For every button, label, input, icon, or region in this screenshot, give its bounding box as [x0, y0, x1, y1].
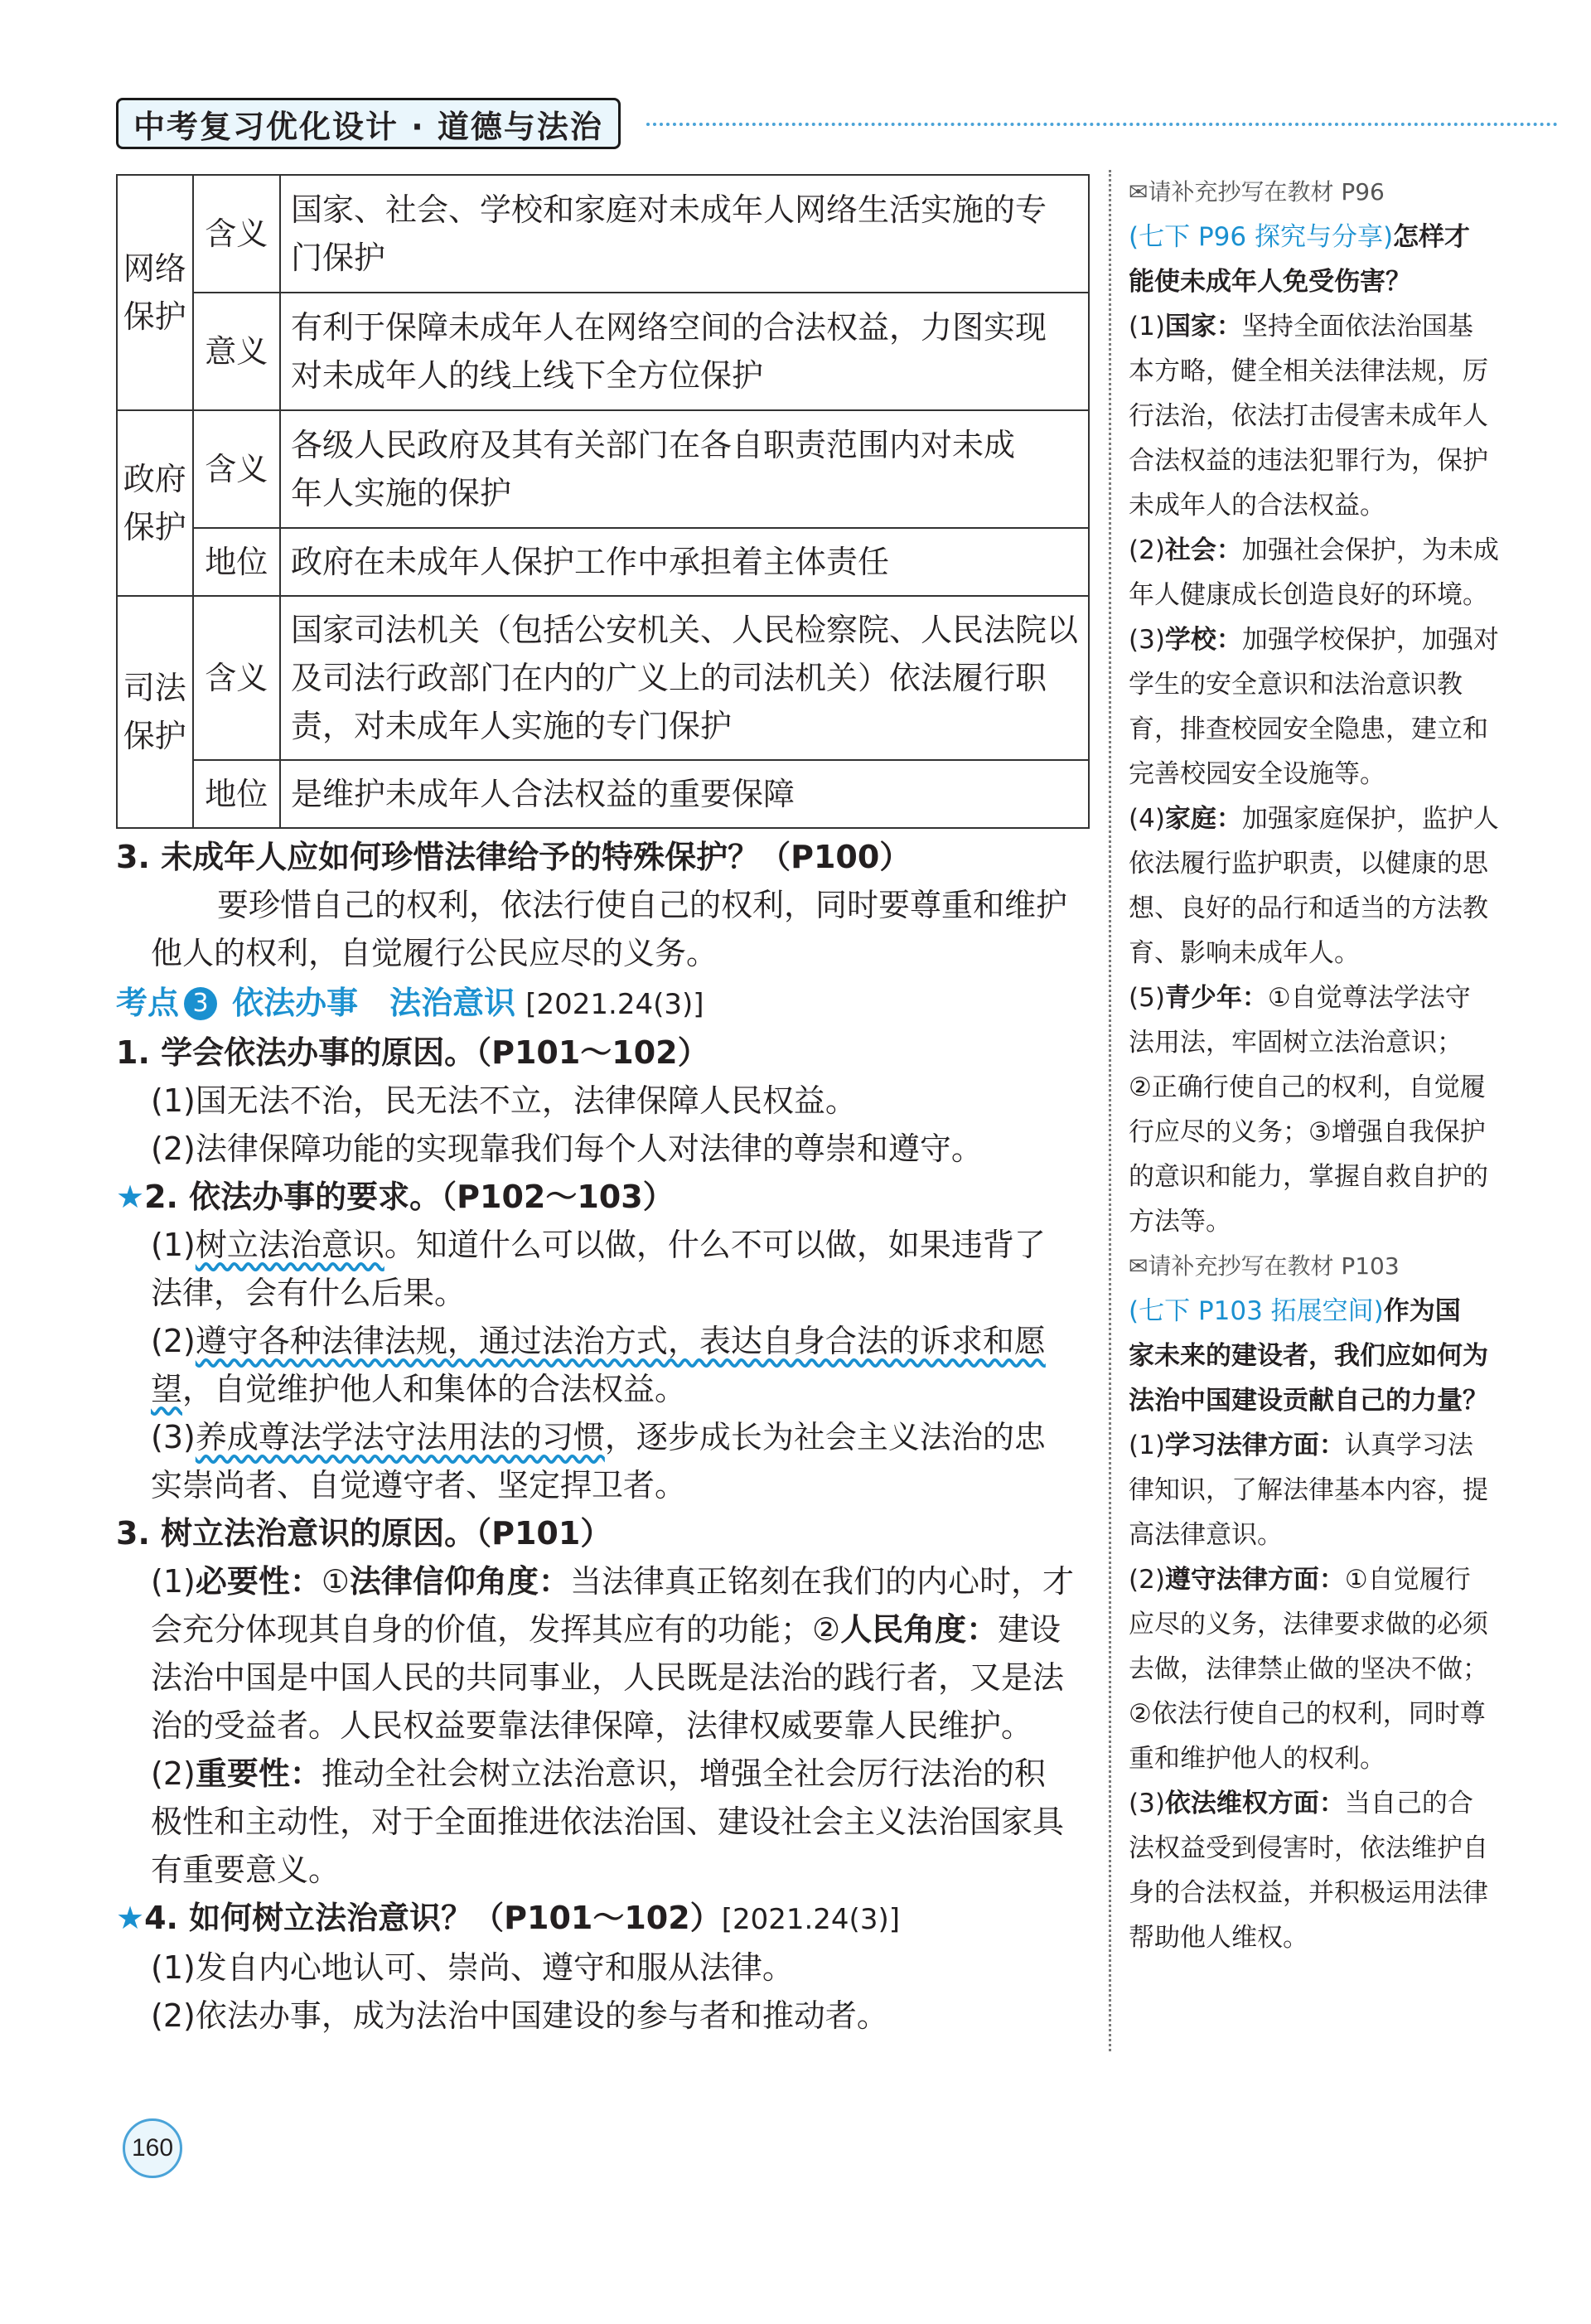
kaodian-ref: [2021.24(3)]: [525, 988, 704, 1021]
row-content: [280, 410, 1089, 528]
answer-block-2: [1129, 1423, 1518, 1960]
content-line: 国家、社会、学校和家庭对未成年人网络生活实施的专: [290, 191, 1047, 228]
answer-line: [1129, 752, 1518, 796]
answer-line: [1129, 483, 1518, 528]
item-text: 推动全社会树立法治意识，增强全社会厉行法治的积: [321, 1755, 1046, 1792]
answer-text: 本方略，健全相关法律法规，厉: [1129, 356, 1488, 386]
page-number: 160: [123, 2118, 182, 2178]
answer-line: [1129, 1513, 1518, 1557]
answer-text: 的意识和能力，掌握自救自护的: [1129, 1162, 1488, 1192]
question-text: 法治中国建设贡献自己的力量？: [1129, 1386, 1488, 1416]
answer-line: [1129, 1736, 1518, 1781]
s3-line: 治的受益者。人民权益要靠法律保障，法律权威要靠人民维护。: [151, 1707, 1033, 1744]
s4-item: (2)依法办事，成为法治中国建设的参与者和推动者。: [151, 1997, 888, 2034]
content-line: 有利于保障未成年人在网络空间的合法权益，力图实现: [290, 309, 1047, 346]
column-divider: [1109, 170, 1111, 2051]
table-row: [117, 293, 1089, 410]
key-term: 学校：: [1164, 625, 1242, 655]
answer-text: (2): [1129, 1565, 1165, 1595]
answer-line: [1129, 394, 1518, 438]
protection-table: [116, 174, 1090, 829]
s2-heading: [116, 1173, 1090, 1221]
s1-title: 1. 学会依法办事的原因。（P101～102）: [116, 1034, 709, 1071]
s1-item: (2)法律保障功能的实现靠我们每个人对法律的尊崇和遵守。: [151, 1131, 983, 1167]
key-term: 依法维权方面：: [1164, 1789, 1345, 1818]
q3-body-line: 要珍惜自己的权利，依法行使自己的权利，同时要尊重和维护: [217, 887, 1068, 923]
item-number: (3): [151, 1419, 196, 1455]
question-ref: (七下 P96 探究与分享): [1129, 222, 1394, 252]
emphasis-text: 养成尊法学法守法用法的习惯: [195, 1419, 605, 1455]
row-content: [280, 760, 1089, 828]
answer-text: 方法等。: [1129, 1207, 1231, 1237]
table-row: [117, 596, 1089, 760]
s2-item-2-cont: [116, 1365, 1090, 1413]
table-row: [117, 528, 1089, 596]
answer-line: [1129, 662, 1518, 707]
answer-text: 认真学习法: [1344, 1431, 1473, 1460]
answer-line: [1129, 1781, 1518, 1826]
q3-body-line: 他人的权利，自觉履行公民应尽的义务。: [151, 935, 718, 971]
category-cell: [117, 596, 193, 828]
row-label: 意义: [193, 293, 280, 410]
sidebar-notes: [1129, 170, 1518, 1960]
answer-text: 未成年人的合法权益。: [1129, 491, 1385, 520]
table-row: [117, 175, 1089, 293]
content-line: 国家司法机关（包括公安机关、人民检察院、人民法院以: [290, 612, 1078, 648]
star-icon: ★: [116, 1900, 145, 1936]
s3-line: [116, 1557, 1090, 1605]
answer-text: 育，排查校园安全隐患，建立和: [1129, 714, 1488, 744]
s3-line: 极性和主动性，对于全面推进依法治国、建设社会主义法治国家具: [151, 1804, 1065, 1840]
content-line: 政府在未成年人保护工作中承担着主体责任: [290, 544, 889, 580]
answer-line: [1129, 1199, 1518, 1244]
answer-text: 律知识，了解法律基本内容，提: [1129, 1475, 1488, 1505]
kaodian-title: 依法办事 法治意识: [232, 985, 516, 1021]
answer-line: [1129, 1423, 1518, 1468]
answer-text: (1): [1129, 312, 1165, 341]
answer-text: 法权益受到侵害时，依法维护自: [1129, 1833, 1488, 1863]
main-column: [116, 833, 1090, 2040]
answer-line: [1129, 1110, 1518, 1155]
answer-text: 应尽的义务，法律要求做的必须: [1129, 1610, 1488, 1639]
row-label: 含义: [193, 175, 280, 293]
answer-text: 坚持全面依法治国基: [1241, 312, 1473, 341]
category-label: 保护: [123, 298, 186, 335]
answer-line: [1129, 1602, 1518, 1647]
emphasis-text: 树立法治意识: [195, 1227, 384, 1263]
content-line: 责，对未成年人实施的专门保护: [290, 708, 732, 744]
answer-text: 行法治，依法打击侵害未成年人: [1129, 401, 1488, 431]
s4-item: (1)发自内心地认可、崇尚、遵守和服从法律。: [151, 1949, 794, 1986]
row-label: 地位: [193, 760, 280, 828]
category-cell: [117, 410, 193, 596]
answer-line: [1129, 304, 1518, 349]
content-line: 年人实施的保护: [290, 475, 511, 511]
answer-text: 加强社会保护，为未成: [1241, 535, 1499, 565]
answer-block-1: [1129, 304, 1518, 1244]
row-label: 含义: [193, 596, 280, 760]
side-question: [1129, 215, 1518, 259]
emphasis-text: 遵守各种法律法规，通过法治方式，表达自身合法的诉求和愿: [195, 1323, 1046, 1359]
answer-text: (1): [1129, 1431, 1165, 1460]
answer-line: [1129, 976, 1518, 1020]
item-text: ，自觉维护他人和集体的合法权益。: [182, 1371, 687, 1407]
row-content: [280, 293, 1089, 410]
answer-text: 想、良好的品行和适当的方法教: [1129, 893, 1488, 923]
answer-text: 加强学校保护，加强对: [1241, 625, 1499, 655]
answer-text: ②依法行使自己的权利，同时尊: [1129, 1699, 1486, 1729]
s4-title: 4. 如何树立法治意识？（P101～102）: [144, 1900, 722, 1936]
answer-line: [1129, 1692, 1518, 1736]
answer-line: [1129, 931, 1518, 976]
question-ref: (七下 P103 拓展空间): [1129, 1296, 1384, 1326]
content-line: 是维护未成年人合法权益的重要保障: [290, 776, 795, 812]
kaodian-number-badge: 3: [184, 987, 217, 1020]
answer-text: 完善校园安全设施等。: [1129, 759, 1385, 789]
category-label: 保护: [123, 509, 186, 545]
answer-text: 重和维护他人的权利。: [1129, 1744, 1385, 1774]
kaodian-heading: [116, 979, 1090, 1029]
answer-line: [1129, 528, 1518, 573]
answer-line: [1129, 1915, 1518, 1960]
content-line: 对未成年人的线上线下全方位保护: [290, 357, 763, 394]
s3-line: 有重要意义。: [151, 1852, 341, 1888]
key-term: 青少年：: [1164, 983, 1268, 1013]
category-label: 保护: [123, 718, 186, 754]
s1-item: (1)国无法不治，民无法不立，法律保障人民权益。: [151, 1082, 857, 1119]
key-term: 人民角度：: [840, 1611, 999, 1648]
row-label: 含义: [193, 410, 280, 528]
answer-line: [1129, 573, 1518, 617]
answer-text: 学生的安全意识和法治意识教: [1129, 670, 1463, 700]
note-label: ✉请补充抄写在教材 P103: [1129, 1252, 1400, 1280]
answer-text: 合法权益的违法犯罪行为，保护: [1129, 446, 1488, 476]
key-term: 社会：: [1164, 535, 1242, 565]
s3-line: [116, 1750, 1090, 1798]
note-label: ✉请补充抄写在教材 P96: [1129, 178, 1385, 206]
answer-line: [1129, 841, 1518, 886]
item-text: 当法律真正铭刻在我们的内心时，才: [569, 1563, 1074, 1600]
answer-line: [1129, 617, 1518, 662]
category-label: 司法: [123, 670, 186, 706]
answer-line: [1129, 1647, 1518, 1692]
answer-line: [1129, 1871, 1518, 1915]
answer-text: ①自觉尊法学法守: [1267, 983, 1471, 1013]
header-dotted-rule: [646, 123, 1558, 126]
s2-item-1-cont: 法律，会有什么后果。: [151, 1275, 467, 1311]
row-content: [280, 528, 1089, 596]
key-term: 家庭：: [1164, 804, 1242, 834]
header-title: 中考复习优化设计 · 道德与法治: [133, 108, 603, 145]
answer-line: [1129, 707, 1518, 752]
question-text: 能使未成年人免受伤害？: [1129, 267, 1411, 297]
kaodian-label: 考点: [116, 985, 180, 1021]
item-text: 建设: [998, 1611, 1061, 1648]
answer-text: 法用法，牢固树立法治意识；: [1129, 1028, 1463, 1058]
answer-text: 依法履行监护职责，以健康的思: [1129, 849, 1488, 879]
s2-item-3: [116, 1413, 1090, 1461]
answer-text: 年人健康成长创造良好的环境。: [1129, 580, 1488, 610]
s2-item-3-cont: 实崇尚者、自觉遵守者、坚定捍卫者。: [151, 1467, 687, 1503]
answer-line: [1129, 438, 1518, 483]
answer-line: [1129, 1065, 1518, 1110]
answer-text: 加强家庭保护，监护人: [1241, 804, 1499, 834]
answer-text: 去做，法律禁止做的坚决不做；: [1129, 1654, 1488, 1684]
item-number: (2): [151, 1755, 196, 1792]
table-row: [117, 760, 1089, 828]
category-label: 政府: [123, 461, 186, 497]
content-line: 门保护: [290, 240, 385, 276]
answer-text: (2): [1129, 535, 1165, 565]
key-term: 国家：: [1164, 312, 1242, 341]
item-text: ，逐步成长为社会主义法治的忠: [604, 1419, 1046, 1455]
answer-text: 当自己的合: [1344, 1789, 1473, 1818]
key-term: 学习法律方面：: [1164, 1431, 1345, 1460]
key-term: 遵守法律方面：: [1164, 1565, 1345, 1595]
key-term: 重要性：: [195, 1755, 322, 1792]
emphasis-text: 望: [151, 1371, 183, 1407]
s4-heading: [116, 1894, 1090, 1944]
answer-line: [1129, 1557, 1518, 1602]
answer-text: 身的合法权益，并积极运用法律: [1129, 1878, 1488, 1908]
content-line: 及司法行政部门在内的广义上的司法机关）依法履行职: [290, 660, 1047, 696]
answer-text: 育、影响未成年人。: [1129, 938, 1360, 968]
answer-text: (3): [1129, 625, 1165, 655]
question-text: 家未来的建设者，我们应如何为: [1129, 1341, 1488, 1371]
row-content: [280, 175, 1089, 293]
s4-ref: [2021.24(3)]: [721, 1903, 900, 1936]
s3-title: 3. 树立法治意识的原因。（P101）: [116, 1515, 612, 1552]
answer-text: 帮助他人维权。: [1129, 1923, 1308, 1953]
category-cell: [117, 175, 193, 410]
s2-title: 2. 依法办事的要求。（P102～103）: [144, 1179, 675, 1215]
answer-text: (4): [1129, 804, 1165, 834]
item-number: (2): [151, 1323, 196, 1359]
item-text: ①: [321, 1563, 350, 1600]
key-term: 必要性：: [195, 1563, 322, 1600]
s3-line: 法治中国是中国人民的共同事业，人民既是法治的践行者，又是法: [151, 1659, 1065, 1696]
s2-item-1: [116, 1221, 1090, 1269]
answer-text: ①自觉履行: [1344, 1565, 1471, 1595]
item-text: 会充分体现其自身的价值，发挥其应有的功能；②: [151, 1611, 841, 1648]
side-question: [1129, 1289, 1518, 1334]
answer-text: 高法律意识。: [1129, 1520, 1283, 1550]
q3-title: 3. 未成年人应如何珍惜法律给予的特殊保护？（P100）: [116, 839, 912, 875]
question-text: 作为国: [1383, 1296, 1461, 1326]
answer-line: [1129, 1155, 1518, 1199]
content-line: 各级人民政府及其有关部门在各自职责范围内对未成: [290, 427, 1015, 463]
question-text: 怎样才: [1393, 222, 1471, 252]
row-content: [280, 596, 1089, 760]
answer-line: [1129, 796, 1518, 841]
answer-text: 行应尽的义务；③增强自我保护: [1129, 1117, 1486, 1147]
s2-item-2: [116, 1317, 1090, 1365]
answer-line: [1129, 1826, 1518, 1871]
answer-text: (5): [1129, 983, 1165, 1013]
header-title-box: [116, 98, 621, 149]
star-icon: ★: [116, 1179, 145, 1215]
answer-line: [1129, 1468, 1518, 1513]
s3-line: [116, 1605, 1090, 1653]
key-term: 法律信仰角度：: [349, 1563, 570, 1600]
header: [116, 98, 1558, 154]
table-row: [117, 410, 1089, 528]
item-number: (1): [151, 1563, 196, 1600]
answer-line: [1129, 349, 1518, 394]
row-label: 地位: [193, 528, 280, 596]
answer-line: [1129, 1020, 1518, 1065]
category-label: 网络: [123, 250, 186, 287]
item-text: 。知道什么可以做，什么不可以做，如果违背了: [384, 1227, 1046, 1263]
item-number: (1): [151, 1227, 196, 1263]
answer-text: (3): [1129, 1789, 1165, 1818]
answer-text: ②正确行使自己的权利，自觉履: [1129, 1072, 1486, 1102]
answer-line: [1129, 886, 1518, 931]
